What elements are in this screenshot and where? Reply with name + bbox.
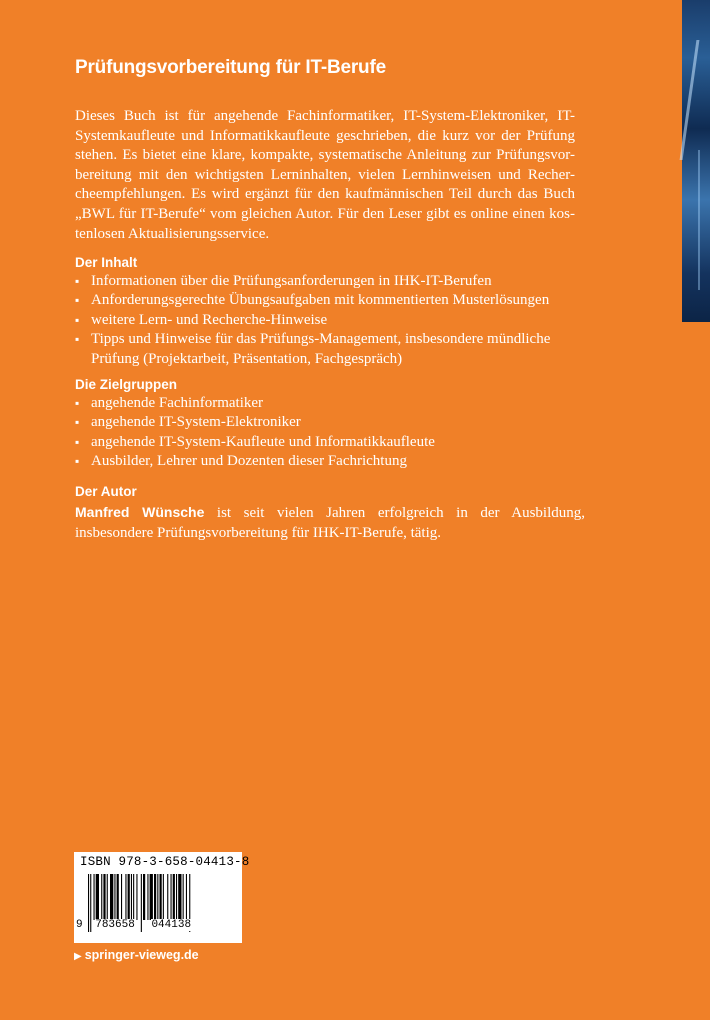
barcode-bar bbox=[147, 874, 148, 920]
list-item bbox=[75, 413, 595, 432]
barcode-bar bbox=[133, 874, 134, 920]
barcode-bar bbox=[125, 874, 126, 920]
bullet-icon: ▪ bbox=[75, 396, 80, 410]
barcode-bar bbox=[128, 874, 130, 920]
isbn-barcode bbox=[74, 852, 250, 943]
description-line: Systemkaufleute und Informatikkaufleute geschrieben, die kurz vor der Prüfung bbox=[75, 127, 575, 144]
page-title: Prüfungsvorbereitung für IT-Berufe bbox=[75, 57, 386, 78]
barcode-bar bbox=[107, 874, 108, 920]
barcode-bar bbox=[186, 874, 187, 920]
barcode-bar bbox=[103, 874, 105, 920]
barcode-bar bbox=[117, 874, 119, 920]
description-line: Dieses Buch ist für angehende Fachinformatiker, IT-System-Elektroniker, IT- bbox=[75, 108, 575, 124]
bullet-icon: ▪ bbox=[75, 293, 80, 308]
bullet-icon: ▪ bbox=[75, 454, 80, 469]
arrow-right-icon: ▶ bbox=[74, 951, 82, 962]
author-bio-text: ist seit vielen Jahren erfolgreich in der Ausbildung, insbesondere Prüfungsvorbereitung für IHK-IT-Berufe, tätig. bbox=[75, 505, 585, 541]
description-line: „BWL für IT-Berufe“ vom gleichen Autor. Für den Leser gibt es online einen kos- bbox=[75, 205, 575, 222]
list-item-text: angehende IT-System-Kaufleute und Informatikkaufleute bbox=[91, 433, 435, 450]
list-item bbox=[75, 330, 581, 369]
barcode-bar bbox=[171, 874, 172, 920]
barcode-bar bbox=[131, 874, 132, 920]
barcode-bar bbox=[154, 874, 156, 920]
inhalt-list bbox=[75, 272, 595, 369]
barcode-bar bbox=[183, 874, 184, 920]
list-item bbox=[75, 272, 595, 291]
list-item bbox=[75, 433, 595, 452]
barcode-digit-first: 9 bbox=[76, 919, 83, 931]
barcode-bar bbox=[101, 874, 102, 920]
author-name: Manfred Wünsche bbox=[75, 504, 205, 520]
description-text bbox=[75, 107, 575, 244]
barcode-bar bbox=[121, 874, 122, 920]
zielgruppen-list bbox=[75, 394, 595, 472]
barcode-bar bbox=[96, 874, 99, 920]
section-heading-zielgruppen: Die Zielgruppen bbox=[75, 377, 178, 392]
barcode-bar bbox=[136, 874, 137, 920]
barcode-digits bbox=[76, 919, 240, 931]
list-item-text: Informationen über die Prüfungsanforderungen in IHK-IT-Berufen bbox=[91, 273, 492, 289]
barcode-bar bbox=[143, 874, 145, 920]
author-bio bbox=[75, 502, 585, 543]
isbn-number: ISBN 978-3-658-04413-8 bbox=[80, 855, 250, 869]
list-item-text: angehende IT-System-Elektroniker bbox=[91, 414, 301, 431]
list-item-text: weitere Lern- und Recherche-Hinweise bbox=[91, 311, 328, 328]
barcode-bar bbox=[110, 874, 113, 920]
barcode-bar bbox=[163, 874, 164, 920]
barcode-bar bbox=[176, 874, 177, 920]
list-item bbox=[75, 452, 595, 471]
description-line: bereitung mit den wichtigsten Lerninhalten, vielen Lernhinweisen und Recher- bbox=[75, 166, 575, 183]
list-item bbox=[75, 394, 595, 413]
section-heading-autor: Der Autor bbox=[75, 484, 137, 499]
list-item bbox=[75, 291, 595, 310]
bullet-icon: ▪ bbox=[75, 274, 80, 288]
barcode-digits-left: 783658 bbox=[95, 919, 135, 931]
description-line: tenlosen Aktualisierungsservice. bbox=[75, 225, 270, 242]
bullet-icon: ▪ bbox=[75, 434, 80, 449]
barcode-digits-right: 044138 bbox=[151, 919, 192, 931]
cover-edge-image bbox=[682, 0, 710, 322]
publisher-url: springer-vieweg.de bbox=[84, 948, 199, 962]
publisher-link[interactable] bbox=[74, 947, 199, 965]
list-item bbox=[75, 311, 595, 330]
list-item-text: angehende Fachinformatiker bbox=[91, 395, 264, 411]
barcode-bar bbox=[114, 874, 115, 920]
list-item-text: Ausbilder, Lehrer und Dozenten dieser Fachrichtung bbox=[91, 453, 407, 470]
list-item-text: Tipps und Hinweise für das Prüfungs-Management, insbesondere mündliche Prüfung (Projektarbeit, Präsentation, Fachgespräch) bbox=[91, 331, 551, 367]
bullet-icon: ▪ bbox=[75, 415, 80, 430]
barcode-bar bbox=[160, 874, 162, 920]
list-item-text: Anforderungsgerechte Übungsaufgaben mit kommentierten Musterlösungen bbox=[91, 292, 550, 309]
barcode-bar bbox=[94, 874, 95, 920]
barcode-bar bbox=[150, 874, 153, 920]
barcode-bar bbox=[178, 874, 181, 920]
description-line: stehen. Es bietet eine klare, kompakte, systematische Anleitung zur Prüfungsvor- bbox=[75, 147, 575, 164]
bullet-icon: ▪ bbox=[75, 332, 80, 347]
section-heading-inhalt: Der Inhalt bbox=[75, 255, 138, 270]
bullet-icon: ▪ bbox=[75, 312, 80, 327]
barcode-bar bbox=[173, 874, 175, 920]
barcode-bar bbox=[167, 874, 168, 920]
description-line: cheempfehlungen. Es wird ergänzt für den kaufmännischen Teil durch das Buch bbox=[75, 186, 575, 203]
barcode-bar bbox=[157, 874, 158, 920]
